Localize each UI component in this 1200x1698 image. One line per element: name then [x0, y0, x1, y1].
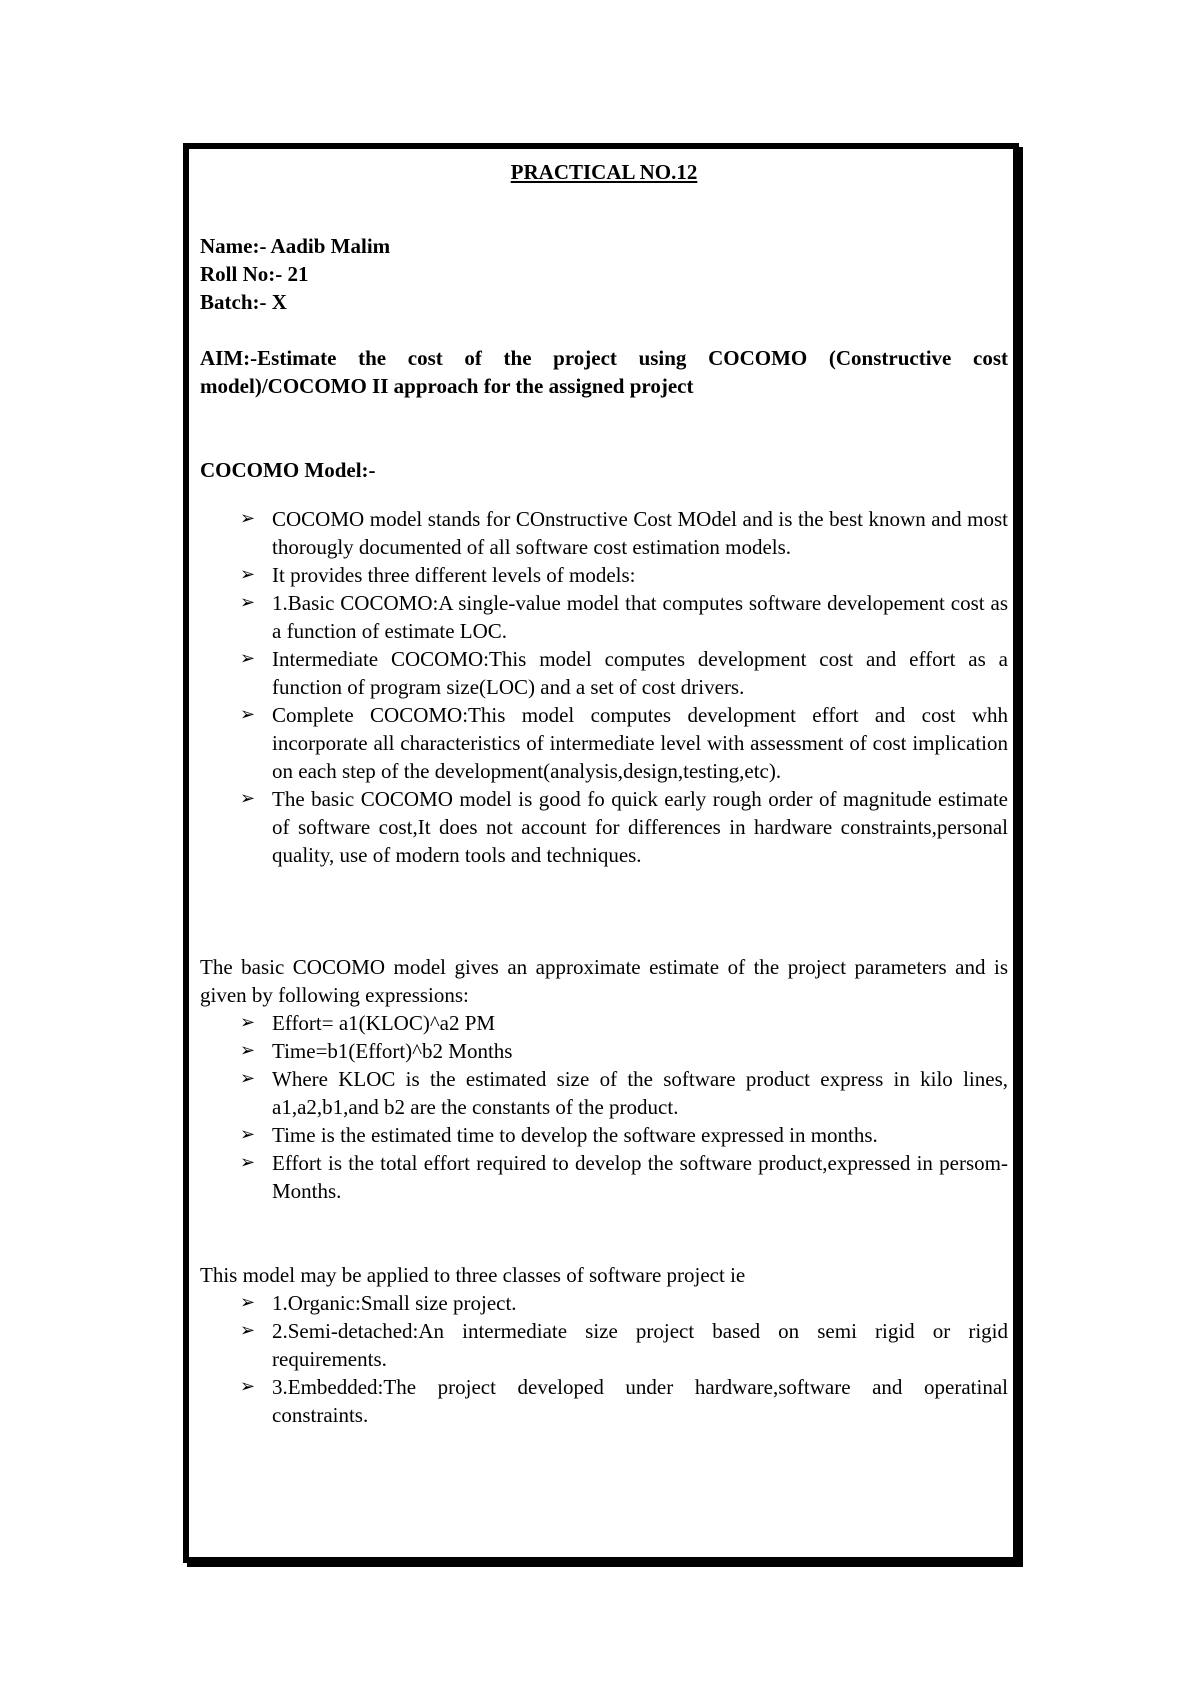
arrow-bullet-icon: ➢: [240, 1152, 256, 1173]
arrow-bullet-icon: ➢: [240, 1068, 256, 1089]
arrow-bullet-icon: ➢: [240, 788, 256, 809]
student-roll: Roll No:- 21: [200, 262, 309, 286]
list-item: ➢ The basic COCOMO model is good fo quick early rough order of magnitude estimate of software cost,It does not account for differences in hardware constraints,personal quality, use of modern tools and techniques.: [240, 787, 1008, 867]
basic-model-list: [200, 1009, 1008, 1205]
page-title: PRACTICAL NO.12: [510, 160, 698, 184]
spacer: [200, 869, 1008, 953]
arrow-bullet-icon: ➢: [240, 564, 256, 585]
aim-statement: AIM:-Estimate the cost of the project using COCOMO (Constructive cost model)/COCOMO II approach for the assigned project: [200, 346, 1008, 398]
list-item: ➢ It provides three different levels of models:: [240, 563, 636, 587]
student-info: [200, 232, 1008, 316]
student-batch: Batch:- X: [200, 290, 287, 314]
arrow-bullet-icon: ➢: [240, 1292, 256, 1313]
list-item: ➢ Time=b1(Effort)^b2 Months: [240, 1039, 513, 1063]
spacer: [200, 1205, 1008, 1261]
arrow-bullet-icon: ➢: [240, 1376, 256, 1397]
list-item: ➢ Effort is the total effort required to develop the software product,expressed in persom-Months.: [240, 1151, 1008, 1203]
list-item: ➢ COCOMO model stands for COnstructive Cost MOdel and is the best known and most thorougly documented of all software cost estimation models.: [240, 507, 1008, 559]
list-item: ➢ Where KLOC is the estimated size of the software product express in kilo lines, a1,a2,b1,and b2 are the constants of the product.: [240, 1067, 1008, 1119]
list-item: ➢ 1.Basic COCOMO:A single-value model that computes software developement cost as a function of estimate LOC.: [240, 591, 1008, 643]
classes-intro: This model may be applied to three classes of software project ie: [200, 1263, 746, 1287]
classes-list: [200, 1289, 1008, 1429]
student-name: Name:- Aadib Malim: [200, 234, 391, 258]
arrow-bullet-icon: ➢: [240, 648, 256, 669]
arrow-bullet-icon: ➢: [240, 508, 256, 529]
list-item: ➢ 3.Embedded:The project developed under hardware,software and operatinal constraints.: [240, 1375, 1008, 1427]
arrow-bullet-icon: ➢: [240, 704, 256, 725]
arrow-bullet-icon: ➢: [240, 1124, 256, 1145]
basic-model-intro: The basic COCOMO model gives an approximate estimate of the project parameters and is given by following expressions:: [200, 955, 1008, 1007]
cocomo-list: [200, 505, 1008, 869]
cocomo-heading: COCOMO Model:-: [200, 458, 376, 482]
list-item: ➢ Time is the estimated time to develop the software expressed in months.: [240, 1123, 878, 1147]
arrow-bullet-icon: ➢: [240, 592, 256, 613]
list-item: ➢ Effort= a1(KLOC)^a2 PM: [240, 1011, 496, 1035]
document-content: [200, 158, 1008, 1429]
list-item: ➢ 1.Organic:Small size project.: [240, 1291, 517, 1315]
arrow-bullet-icon: ➢: [240, 1320, 256, 1341]
list-item: ➢ 2.Semi-detached:An intermediate size project based on semi rigid or rigid requirements.: [240, 1319, 1008, 1371]
arrow-bullet-icon: ➢: [240, 1040, 256, 1061]
list-item: ➢ Complete COCOMO:This model computes development effort and cost whh incorporate all characteristics of intermediate level with assessment of cost implication on each step of the development(analysis,design,testing,etc).: [240, 703, 1008, 783]
list-item: ➢ Intermediate COCOMO:This model computes development cost and effort as a function of program size(LOC) and a set of cost drivers.: [240, 647, 1008, 699]
arrow-bullet-icon: ➢: [240, 1012, 256, 1033]
